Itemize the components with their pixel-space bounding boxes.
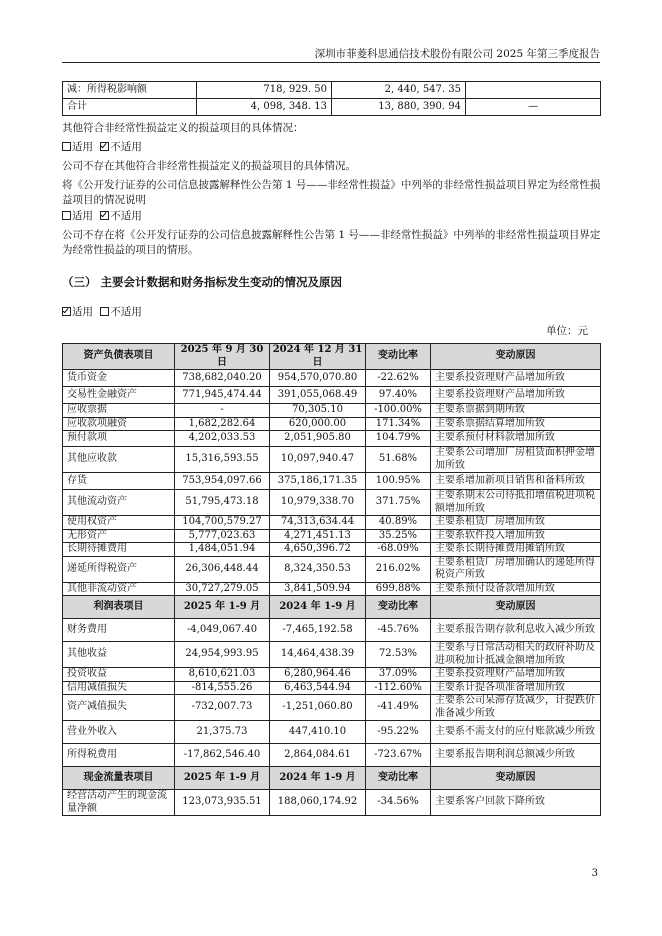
value-prior: 3,841,509.94 (270, 582, 366, 596)
table-row (63, 556, 601, 582)
change-ratio: 35.25% (366, 529, 431, 543)
option-apply: 适用 (72, 141, 93, 153)
item-name: 营业外收入 (63, 721, 175, 744)
column-header: 变动比率 (366, 767, 431, 790)
value-prior: 375,186,171.35 (270, 473, 366, 490)
table-row (63, 790, 601, 816)
change-ratio: 104.79% (366, 431, 431, 447)
change-ratio: -723.67% (366, 744, 431, 767)
value-current: 1,484,051.94 (175, 543, 270, 557)
change-ratio: 51.68% (366, 447, 431, 473)
change-ratio: 216.02% (366, 556, 431, 582)
value-current: 51,795,473.18 (175, 490, 270, 516)
value-current: - (175, 404, 270, 418)
checkbox-unchecked-icon (100, 307, 109, 316)
page-number: 3 (591, 868, 598, 879)
value-current: 753,954,097.66 (175, 473, 270, 490)
column-header: 资产负债表项目 (63, 344, 175, 370)
change-reason: 主要系期末公司待抵扣增值税进项税额增加所致 (431, 490, 601, 516)
table-row (63, 668, 601, 682)
value-prior: 14,464,438.39 (270, 642, 366, 668)
value-prior: 6,463,544.94 (270, 681, 366, 695)
item-name: 其他流动资产 (63, 490, 175, 516)
checkbox-checked-icon (62, 307, 71, 316)
checkbox-unchecked-icon (62, 211, 71, 220)
row-item: 合计 (63, 99, 197, 116)
table-row (63, 490, 601, 516)
change-reason: 主要系不需支付的应付账款减少所致 (431, 721, 601, 744)
item-name: 货币资金 (63, 370, 175, 387)
table-row (63, 695, 601, 721)
column-header: 2025 年 1-9 月 (175, 596, 270, 619)
value-prior: 954,570,070.80 (270, 370, 366, 387)
item-name: 无形资产 (63, 529, 175, 543)
ytd-value: 13, 880, 390. 94 (332, 99, 466, 116)
ytd-value: 2, 440, 547. 35 (332, 82, 466, 99)
item-name: 经营活动产生的现金流量净额 (63, 790, 175, 816)
change-ratio: 171.34% (366, 417, 431, 431)
table-row (63, 370, 601, 387)
option-line (62, 140, 602, 155)
column-header: 2024 年 1-9 月 (270, 767, 366, 790)
item-name: 其他收益 (63, 642, 175, 668)
option-line (62, 209, 602, 224)
table-row (63, 529, 601, 543)
table-row (63, 99, 601, 116)
value-current: 30,727,279.05 (175, 582, 270, 596)
column-header: 2024 年 12 月 31 日 (270, 344, 366, 370)
column-header: 2024 年 1-9 月 (270, 596, 366, 619)
value-current: -732,007.73 (175, 695, 270, 721)
income-header-row (63, 596, 601, 619)
option-apply: 适用 (72, 210, 93, 222)
value-prior: 2,051,905.80 (270, 431, 366, 447)
table-row (63, 417, 601, 431)
item-name: 交易性金融资产 (63, 387, 175, 404)
change-reason: 主要系计提各项准备增加所致 (431, 681, 601, 695)
value-current: -4,049,067.40 (175, 619, 270, 642)
value-prior: 70,305.10 (270, 404, 366, 418)
balance-header-row (63, 344, 601, 370)
change-reason: 主要系票据结算增加所致 (431, 417, 601, 431)
change-ratio: -100.00% (366, 404, 431, 418)
change-ratio: -95.22% (366, 721, 431, 744)
note-cell: — (466, 99, 601, 116)
change-reason: 主要系报告期利润总额减少所致 (431, 744, 601, 767)
page-header: 深圳市菲菱科思通信技术股份有限公司 2025 年第三季度报告 (314, 48, 600, 60)
value-current: 8,610,621.03 (175, 668, 270, 682)
table-row (63, 582, 601, 596)
value-prior: -1,251,060.80 (270, 695, 366, 721)
change-ratio: -34.56% (366, 790, 431, 816)
change-ratio: 699.88% (366, 582, 431, 596)
item-name: 所得税费用 (63, 744, 175, 767)
change-ratio: 40.89% (366, 516, 431, 530)
change-ratio: 37.09% (366, 668, 431, 682)
item-name: 应收票据 (63, 404, 175, 418)
item-name: 长期待摊费用 (63, 543, 175, 557)
item-name: 应收款项融资 (63, 417, 175, 431)
change-ratio: -45.76% (366, 619, 431, 642)
change-ratio: -22.62% (366, 370, 431, 387)
paragraph: 将《公开发行证券的公司信息披露解释性公告第 1 号——非经常性损益》中列举的非经常性损益项目界定为经常性损益项目的情况说明 (62, 179, 601, 206)
value-current: 21,375.73 (175, 721, 270, 744)
table-row (63, 543, 601, 557)
table-row (63, 404, 601, 418)
item-name: 资产减值损失 (63, 695, 175, 721)
table-row (63, 516, 601, 530)
change-ratio: 97.40% (366, 387, 431, 404)
column-header: 变动原因 (431, 344, 601, 370)
note-cell (466, 82, 601, 99)
value-prior: 8,324,350.53 (270, 556, 366, 582)
change-ratio: 371.75% (366, 490, 431, 516)
item-name: 预付款项 (63, 431, 175, 447)
option-not-apply: 不适用 (110, 210, 142, 222)
table-row (63, 447, 601, 473)
checkbox-checked-icon (100, 211, 109, 220)
column-header: 利润表项目 (63, 596, 175, 619)
change-ratio: -68.09% (366, 543, 431, 557)
item-name: 存货 (63, 473, 175, 490)
table-row (63, 721, 601, 744)
change-reason: 主要系投资理财产品增加所致 (431, 668, 601, 682)
column-header: 变动比率 (366, 344, 431, 370)
value-prior: 4,271,451.13 (270, 529, 366, 543)
value-prior: 6,280,964.46 (270, 668, 366, 682)
value-current: -814,555.26 (175, 681, 270, 695)
change-reason: 主要系预付材料款增加所致 (431, 431, 601, 447)
paragraph: 其他符合非经常性损益定义的损益项目的具体情况： (62, 122, 304, 134)
change-reason: 主要系票据到期所致 (431, 404, 601, 418)
column-header: 变动比率 (366, 596, 431, 619)
option-not-apply: 不适用 (110, 306, 142, 318)
item-name: 投资收益 (63, 668, 175, 682)
change-ratio: -112.60% (366, 681, 431, 695)
item-name: 其他非流动资产 (63, 582, 175, 596)
change-reason: 主要系公司呆滞存货减少，计提跌价准备减少所致 (431, 695, 601, 721)
change-reason: 主要系投资理财产品增加所致 (431, 387, 601, 404)
item-name: 财务费用 (63, 619, 175, 642)
table-row (63, 681, 601, 695)
change-reason: 主要系预付设备款增加所致 (431, 582, 601, 596)
table-row (63, 744, 601, 767)
section-title: （三） 主要会计数据和财务指标发生变动的情况及原因 (62, 275, 343, 289)
value-prior: 2,864,084.61 (270, 744, 366, 767)
paragraph: 公司不存在将《公开发行证券的公司信息披露解释性公告第 1 号——非经常性损益》中列举的非经常性损益项目界定为经常性损益的项目的情形。 (62, 229, 601, 256)
value-current: 26,306,448.44 (175, 556, 270, 582)
row-item: 减：所得税影响额 (63, 82, 197, 99)
value-current: 5,777,023.63 (175, 529, 270, 543)
value-prior: -7,465,192.58 (270, 619, 366, 642)
current-value: 4, 098, 348. 13 (197, 99, 332, 116)
value-current: 24,954,993.95 (175, 642, 270, 668)
checkbox-checked-icon (100, 142, 109, 151)
change-ratio: -41.49% (366, 695, 431, 721)
change-reason: 主要系增加新项目销售和备料所致 (431, 473, 601, 490)
change-reason: 主要系租赁厂房增加所致 (431, 516, 601, 530)
column-header: 2025 年 1-9 月 (175, 767, 270, 790)
column-header: 变动原因 (431, 767, 601, 790)
table-row (63, 387, 601, 404)
table-row (63, 473, 601, 490)
current-value: 718, 929. 50 (197, 82, 332, 99)
column-header: 2025 年 9 月 30 日 (175, 344, 270, 370)
value-current: -17,862,546.40 (175, 744, 270, 767)
value-current: 4,202,033.53 (175, 431, 270, 447)
checkbox-unchecked-icon (62, 142, 71, 151)
header-divider (62, 62, 600, 63)
value-prior: 4,650,396.72 (270, 543, 366, 557)
column-header: 现金流量表项目 (63, 767, 175, 790)
value-prior: 447,410.10 (270, 721, 366, 744)
change-reason: 主要系客户回款下降所致 (431, 790, 601, 816)
change-reason: 主要系公司增加厂房租赁面积押金增加所致 (431, 447, 601, 473)
table-row (63, 82, 601, 99)
financial-change-table (62, 343, 601, 816)
table-row (63, 619, 601, 642)
value-current: 738,682,040.20 (175, 370, 270, 387)
change-reason: 主要系报告期存款利息收入减少所致 (431, 619, 601, 642)
table-row (63, 642, 601, 668)
option-line (62, 305, 602, 320)
value-prior: 10,979,338.70 (270, 490, 366, 516)
change-ratio: 100.95% (366, 473, 431, 490)
option-not-apply: 不适用 (110, 141, 142, 153)
value-current: 123,073,935.51 (175, 790, 270, 816)
value-current: 15,316,593.55 (175, 447, 270, 473)
item-name: 其他应收款 (63, 447, 175, 473)
option-apply: 适用 (72, 306, 93, 318)
value-prior: 391,055,068.49 (270, 387, 366, 404)
value-prior: 74,313,634.44 (270, 516, 366, 530)
item-name: 递延所得税资产 (63, 556, 175, 582)
change-reason: 主要系软件投入增加所致 (431, 529, 601, 543)
value-current: 771,945,474.44 (175, 387, 270, 404)
value-current: 104,700,579.27 (175, 516, 270, 530)
value-prior: 10,097,940.47 (270, 447, 366, 473)
item-name: 使用权资产 (63, 516, 175, 530)
value-prior: 188,060,174.92 (270, 790, 366, 816)
unit-label: 单位：元 (546, 325, 588, 337)
change-reason: 主要系与日常活动相关的政府补助及进项税加计抵减金额增加所致 (431, 642, 601, 668)
paragraph: 公司不存在其他符合非经常性损益定义的损益项目的具体情况。 (62, 160, 356, 172)
cashflow-header-row (63, 767, 601, 790)
change-reason: 主要系投资理财产品增加所致 (431, 370, 601, 387)
value-prior: 620,000.00 (270, 417, 366, 431)
table-row (63, 431, 601, 447)
column-header: 变动原因 (431, 596, 601, 619)
change-reason: 主要系长期待摊费用摊销所致 (431, 543, 601, 557)
item-name: 信用减值损失 (63, 681, 175, 695)
change-reason: 主要系租赁厂房增加确认的递延所得税资产所致 (431, 556, 601, 582)
non-recurring-table (62, 81, 601, 116)
value-current: 1,682,282.64 (175, 417, 270, 431)
change-ratio: 72.53% (366, 642, 431, 668)
